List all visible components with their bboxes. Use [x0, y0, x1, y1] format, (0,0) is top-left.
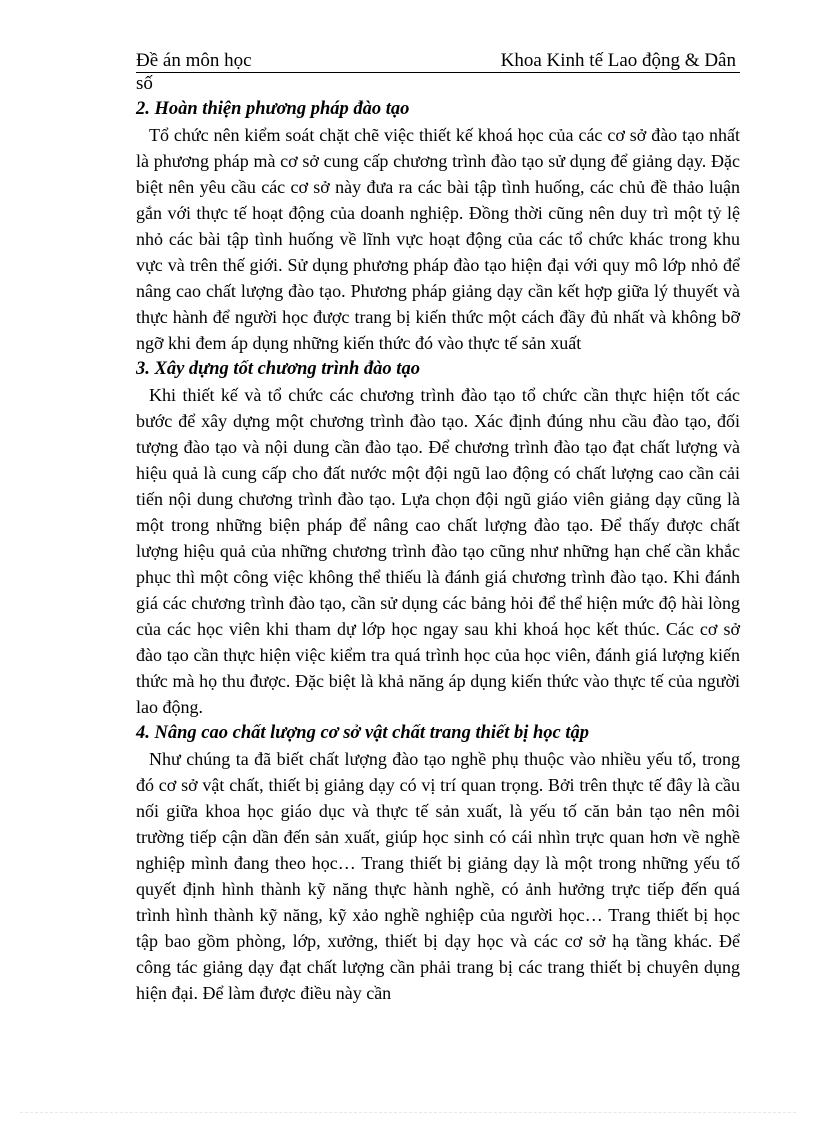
header-course-title: Đề án môn học	[136, 50, 252, 71]
header-line	[136, 50, 740, 73]
section-paragraph-2: Tổ chức nên kiểm soát chặt chẽ việc thiết kế khoá học của các cơ sở đào tạo nhất là phương pháp mà cơ sở cung cấp chương trình đào tạo sử dụng để giảng dạy. Đặc biệt nên yêu cầu các cơ sở này đưa ra các bài tập tình huống, các chủ đề thảo luận gắn với thực tế hoạt động của doanh nghiệp. Đồng thời cũng nên duy trì một tỷ lệ nhỏ các bài tập tình huống về lĩnh vực hoạt động của các tổ chức khác trong khu vực và trên thế giới. Sử dụng phương pháp đào tạo hiện đại với quy mô lớp nhỏ để nâng cao chất lượng đào tạo. Phương pháp giảng dạy cần kết hợp giữa lý thuyết và thực hành để người học được trang bị kiến thức một cách đầy đủ nhất và không bỡ ngỡ khi đem áp dụng những kiến thức đó vào thực tế sản xuất	[136, 125, 740, 353]
page-bottom-divider	[20, 1112, 796, 1113]
section-heading-4: 4. Nâng cao chất lượng cơ sở vật chất trang thiết bị học tập	[136, 723, 590, 743]
section-heading-2: 2. Hoàn thiện phương pháp đào tạo	[136, 99, 410, 119]
header-faculty-continuation: số	[136, 73, 153, 94]
section-heading-3: 3. Xây dựng tốt chương trình đào tạo	[136, 359, 420, 379]
section-paragraph-4: Như chúng ta đã biết chất lượng đào tạo nghề phụ thuộc vào nhiều yếu tố, trong đó cơ sở vật chất, thiết bị giảng dạy có vị trí quan trọng. Bởi trên thực tế đây là cầu nối giữa khoa học giáo dục và thực tế sản xuất, là yếu tố căn bản tạo nên môi trường tiếp cận dần đến sản xuất, giúp học sinh có cái nhìn trực quan hơn về nghề nghiệp mình đang theo học… Trang thiết bị giảng dạy là một trong những yếu tố quyết định hình thành kỹ năng thực hành nghề, có ảnh hưởng trực tiếp đến quá trình hình thành kỹ năng, kỹ xảo nghề nghiệp của người học… Trang thiết bị học tập bao gồm phòng, lớp, xưởng, thiết bị dạy học và các cơ sở hạ tầng khác. Để công tác giảng dạy đạt chất lượng cần phải trang bị các trang thiết bị chuyên dụng hiện đại. Để làm được điều này cần	[136, 749, 740, 1003]
document-body	[136, 96, 740, 1006]
page-header	[136, 50, 740, 95]
section-paragraph-3: Khi thiết kế và tổ chức các chương trình đào tạo tổ chức cần thực hiện tốt các bước để xây dựng một chương trình đào tạo. Xác định đúng nhu cầu đào tạo, đối tượng đào tạo và nội dung cần đào tạo. Để chương trình đào tạo đạt chất lượng và hiệu quả là cung cấp cho đất nước một đội ngũ lao động có chất lượng cao cần cải tiến nội dung chương trình đào tạo. Lựa chọn đội ngũ giáo viên giảng dạy cũng là một trong những biện pháp để nâng cao chất lượng đào tạo. Để thấy được chất lượng hiệu quả của những chương trình đào tạo cũng như những hạn chế cần khắc phục thì một công việc không thể thiếu là đánh giá chương trình đào tạo. Khi đánh giá các chương trình đào tạo, cần sử dụng các bảng hỏi để thể hiện mức độ hài lòng của các học viên khi tham dự lớp học ngay sau khi khoá học kết thúc. Các cơ sở đào tạo cần thực hiện việc kiểm tra quá trình học của học viên, đánh giá lượng kiến thức mà họ thu được. Đặc biệt là khả năng áp dụng kiến thức vào thực tế của người lao động.	[136, 385, 740, 717]
header-faculty-name: Khoa Kinh tế Lao động & Dân	[500, 50, 736, 71]
